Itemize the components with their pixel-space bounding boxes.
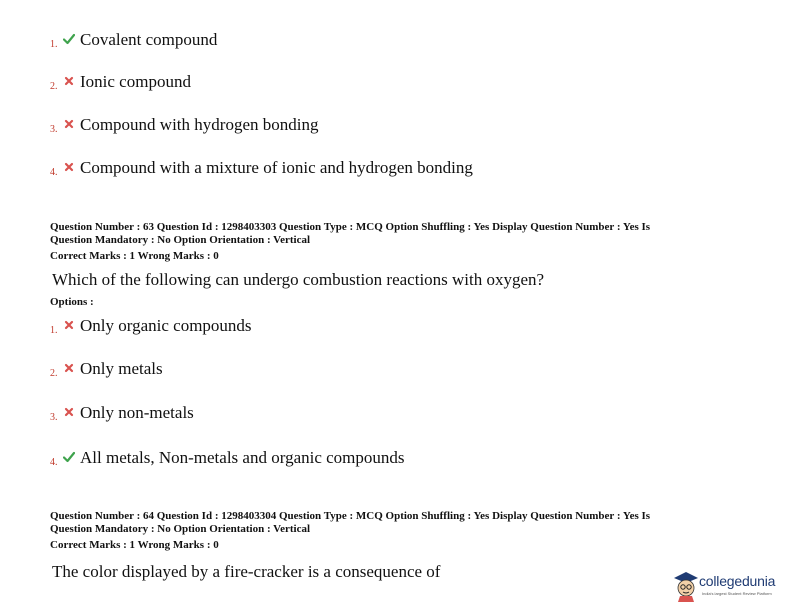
option-number: 2. — [50, 368, 58, 379]
cross-icon — [63, 319, 75, 331]
option-number: 1. — [50, 39, 58, 50]
q63-marks: Correct Marks : 1 Wrong Marks : 0 — [50, 250, 219, 262]
option-number: 2. — [50, 81, 58, 92]
collegedunia-logo — [672, 569, 787, 605]
logo-brand-text: collegedunia — [699, 573, 776, 589]
q63-metadata — [50, 221, 750, 263]
check-icon — [63, 451, 75, 463]
option-text: Ionic compound — [80, 72, 191, 91]
cross-icon — [63, 406, 75, 418]
q63-meta-line2: Question Mandatory : No Option Orientation : Vertical — [50, 234, 311, 246]
q64-marks: Correct Marks : 1 Wrong Marks : 0 — [50, 539, 219, 551]
q64-meta-line2: Question Mandatory : No Option Orientation : Vertical — [50, 523, 311, 535]
q63-meta-line1: Question Number : 63 Question Id : 1298403303 Question Type : MCQ Option Shuffling : Yes Display Question Number : Yes Is — [50, 221, 651, 233]
option-text: Covalent compound — [80, 30, 218, 49]
option-text: Compound with a mixture of ionic and hydrogen bonding — [80, 158, 473, 177]
option-number: 4. — [50, 457, 58, 468]
cross-icon — [63, 362, 75, 374]
q64-meta-line1: Question Number : 64 Question Id : 1298403304 Question Type : MCQ Option Shuffling : Yes Display Question Number : Yes Is — [50, 510, 651, 522]
option-number: 3. — [50, 124, 58, 135]
option-text: All metals, Non-metals and organic compounds — [80, 448, 405, 467]
check-icon — [63, 33, 75, 45]
cross-icon — [63, 75, 75, 87]
q64-metadata — [50, 510, 750, 552]
option-number: 4. — [50, 167, 58, 178]
option-number: 3. — [50, 412, 58, 423]
option-text: Compound with hydrogen bonding — [80, 115, 319, 134]
option-text: Only organic compounds — [80, 316, 252, 335]
q64-question-text: The color displayed by a fire-cracker is a consequence of — [52, 562, 441, 581]
option-text: Only metals — [80, 359, 163, 378]
logo-tagline: India's largest Student Review Platform — [702, 591, 772, 596]
option-text: Only non-metals — [80, 403, 194, 422]
mascot-icon — [672, 569, 700, 603]
q63-options-label: Options : — [50, 296, 94, 308]
cross-icon — [63, 118, 75, 130]
q63-question-text: Which of the following can undergo combustion reactions with oxygen? — [52, 270, 545, 289]
cross-icon — [63, 161, 75, 173]
option-number: 1. — [50, 325, 58, 336]
